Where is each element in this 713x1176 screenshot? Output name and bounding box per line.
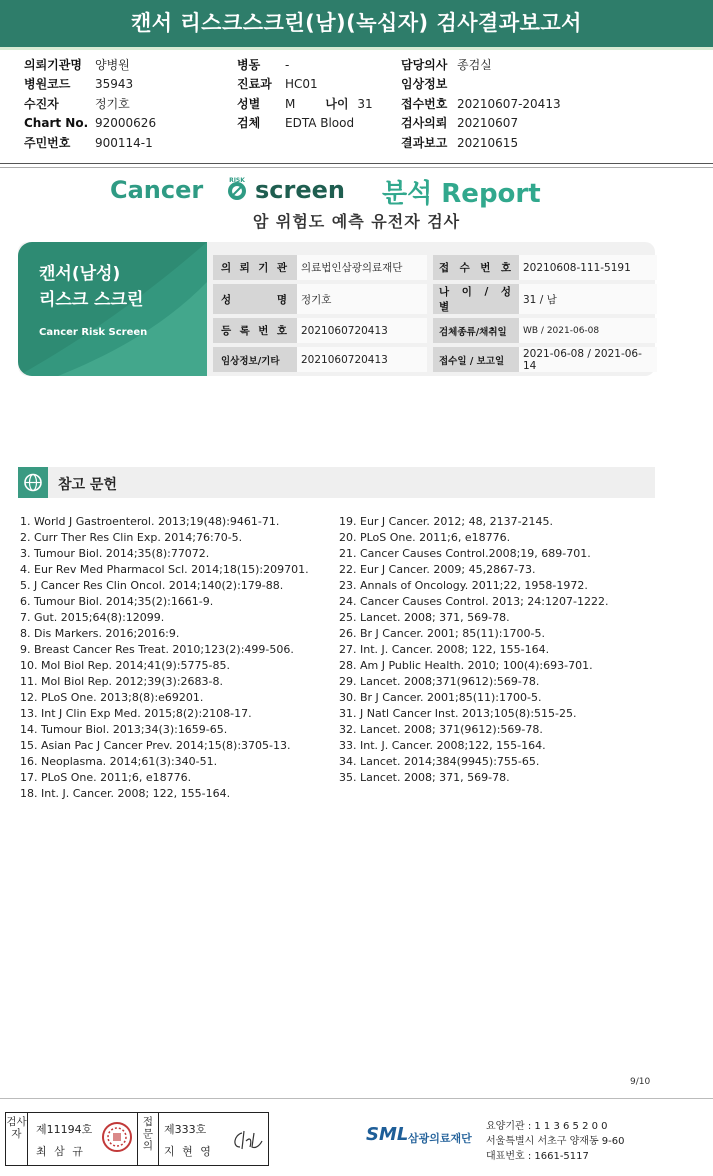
globe-icon <box>18 467 48 498</box>
patient-info-left <box>24 56 156 153</box>
reference-item: 1. World J Gastroenterol. 2013;19(48):9461-71. <box>20 515 280 528</box>
reference-item: 35. Lancet. 2008; 371, 569-78. <box>339 771 510 784</box>
info-row <box>24 75 156 94</box>
logo-screen-text: screen <box>255 176 345 204</box>
logo-risk-text: RISK <box>229 177 245 184</box>
reference-item: 13. Int J Clin Exp Med. 2015;8(2):2108-17. <box>20 707 252 720</box>
info-row <box>24 134 156 153</box>
cancer-risk-screen-logo <box>110 172 580 209</box>
reference-item: 5. J Cancer Res Clin Oncol. 2014;140(2):179-88. <box>20 579 284 592</box>
banner-subtitle: Cancer Risk Screen <box>39 327 148 338</box>
info-row <box>24 95 156 114</box>
title-bar-divider <box>0 47 713 50</box>
info-value: 20210615 <box>457 135 519 150</box>
contact-line: 대표번호 : 1661-5117 <box>486 1151 589 1162</box>
reference-item: 24. Cancer Causes Control. 2013; 24:1207-1222. <box>339 595 609 608</box>
banner-title-line1: 캔서(남성) <box>39 264 121 284</box>
table-value-cell: 정기호 <box>297 284 427 314</box>
info-row <box>237 95 373 114</box>
table-row <box>213 318 657 343</box>
references-list-left <box>20 514 309 802</box>
footer-divider <box>0 1098 713 1099</box>
table-value-cell: WB / 2021-06-08 <box>519 318 657 343</box>
report-subtitle: 암 위험도 예측 유전자 검사 <box>252 212 461 231</box>
info-label: 접수번호 <box>401 96 448 111</box>
info-value: - <box>285 58 290 72</box>
age-label: 나이 <box>325 96 349 111</box>
reference-item: 32. Lancet. 2008; 371(9612):569-78. <box>339 723 543 736</box>
approver-license-no: 제333호 <box>164 1123 207 1136</box>
table-header-cell: 검체종류/채취일 <box>433 318 519 343</box>
risk-badge-icon <box>224 176 250 202</box>
info-label: 성별 <box>237 96 261 111</box>
info-row <box>24 56 156 75</box>
reference-item: 9. Breast Cancer Res Treat. 2010;123(2):499-506. <box>20 643 294 656</box>
reference-item: 23. Annals of Oncology. 2011;22, 1958-1972. <box>339 579 588 592</box>
reference-item: 14. Tumour Biol. 2013;34(3):1659-65. <box>20 723 228 736</box>
age-value: 31 <box>357 96 373 111</box>
info-row <box>401 95 561 114</box>
references-list-right <box>339 514 608 786</box>
logo-cancer-text: Cancer <box>110 176 204 204</box>
info-value: 양병원 <box>95 58 130 72</box>
table-row <box>213 284 657 314</box>
info-value: 20210607-20413 <box>457 96 561 111</box>
reference-item: 21. Cancer Causes Control.2008;19, 689-701. <box>339 547 591 560</box>
reference-item: 30. Br J Cancer. 2001;85(11):1700-5. <box>339 691 542 704</box>
inspector-license-no: 제11194호 <box>36 1123 93 1136</box>
reference-item: 33. Int. J. Cancer. 2008;122, 155-164. <box>339 739 546 752</box>
reference-item: 4. Eur Rev Med Pharmacol Scl. 2014;18(15):209701. <box>20 563 309 576</box>
references-title: 참고 문헌 <box>58 477 117 493</box>
info-value: 35943 <box>95 77 134 92</box>
inspector-name: 최 삼 규 <box>36 1145 85 1158</box>
table-row <box>213 347 657 372</box>
contact-line: 요양기관 : 1 1 3 6 5 2 0 0 <box>486 1121 608 1132</box>
reference-item: 7. Gut. 2015;64(8):12099. <box>20 611 165 624</box>
info-label: 검사의뢰 <box>401 116 448 131</box>
table-value-cell: 2021060720413 <box>297 347 427 372</box>
reference-item: 31. J Natl Cancer Inst. 2013;105(8):515-25. <box>339 707 577 720</box>
info-label: 수진자 <box>24 96 59 111</box>
page-number: 9/10 <box>630 1077 651 1087</box>
reference-item: 6. Tumour Biol. 2014;35(2):1661-9. <box>20 595 214 608</box>
table-header-cell: 등 록 번 호 <box>213 318 297 343</box>
info-row <box>24 114 156 133</box>
info-label: 검체 <box>237 116 261 131</box>
info-label: 주민번호 <box>24 135 71 150</box>
info-row <box>237 114 373 133</box>
info-value: 20210607 <box>457 116 519 131</box>
reference-item: 17. PLoS One. 2011;6, e18776. <box>20 771 192 784</box>
reference-item: 12. PLoS One. 2013;8(8):e69201. <box>20 691 204 704</box>
info-label: 진료과 <box>237 77 272 92</box>
patient-info-right <box>401 56 561 153</box>
info-row <box>401 75 561 94</box>
table-value-cell: 2021060720413 <box>297 318 427 343</box>
info-value: HC01 <box>285 77 318 92</box>
info-label: 의뢰기관명 <box>24 58 82 72</box>
banner-title <box>39 261 143 313</box>
info-value: 900114-1 <box>95 135 153 150</box>
header-divider <box>0 163 713 164</box>
info-row <box>237 75 373 94</box>
approver-label: 접문의 <box>137 1113 159 1165</box>
info-value: 정기호 <box>95 96 130 111</box>
info-card-banner <box>18 242 207 376</box>
reference-item: 10. Mol Biol Rep. 2014;41(9):5775-85. <box>20 659 230 672</box>
info-value: 종검실 <box>457 58 492 72</box>
contact-line: 서울특별시 서초구 양재동 9-60 <box>486 1136 625 1147</box>
info-label: 결과보고 <box>401 135 448 150</box>
patient-info-mid <box>237 56 373 134</box>
reference-item: 25. Lancet. 2008; 371, 569-78. <box>339 611 510 624</box>
approver-name: 지 현 영 <box>164 1145 213 1158</box>
info-label: Chart No. <box>24 116 89 131</box>
organization-name: 삼광의료재단 <box>408 1132 472 1145</box>
signature-box <box>5 1112 269 1166</box>
info-row <box>401 134 561 153</box>
info-value: 92000626 <box>95 116 157 131</box>
reference-item: 3. Tumour Biol. 2014;35(8):77072. <box>20 547 210 560</box>
info-row <box>401 114 561 133</box>
reference-item: 18. Int. J. Cancer. 2008; 122, 155-164. <box>20 787 231 800</box>
reference-item: 16. Neoplasma. 2014;61(3):340-51. <box>20 755 218 768</box>
banner-title-line2: 리스크 스크린 <box>39 290 144 310</box>
reference-item: 15. Asian Pac J Cancer Prev. 2014;15(8):3705-13. <box>20 739 291 752</box>
reference-item: 8. Dis Markers. 2016;2016:9. <box>20 627 180 640</box>
info-label: 병동 <box>237 58 261 72</box>
reference-item: 19. Eur J Cancer. 2012; 48, 2137-2145. <box>339 515 554 528</box>
table-header-cell: 성 명 <box>213 284 297 314</box>
header-divider-thin <box>0 167 713 168</box>
info-row <box>401 56 561 75</box>
info-row <box>237 56 373 75</box>
contact-info <box>486 1119 625 1164</box>
table-header-cell: 접 수 번 호 <box>433 255 519 280</box>
logo-report-text: 분석 Report <box>382 179 541 209</box>
reference-item: 11. Mol Biol Rep. 2012;39(3):2683-8. <box>20 675 223 688</box>
table-header-cell: 접수일 / 보고일 <box>433 347 519 372</box>
table-value-cell: 2021-06-08 / 2021-06-14 <box>519 347 657 372</box>
table-value-cell: 31 / 남 <box>519 284 657 314</box>
reference-item: 28. Am J Public Health. 2010; 100(4):693-701. <box>339 659 593 672</box>
reference-item: 29. Lancet. 2008;371(9612):569-78. <box>339 675 540 688</box>
table-value-cell: 20210608-111-5191 <box>519 255 657 280</box>
reference-item: 22. Eur J Cancer. 2009; 45,2867-73. <box>339 563 536 576</box>
sml-logo-mark: SML <box>366 1124 409 1145</box>
table-header-cell: 의 뢰 기 관 <box>213 255 297 280</box>
info-label: 병원코드 <box>24 77 71 92</box>
sample-info-table <box>213 251 657 376</box>
info-label: 임상정보 <box>401 77 448 92</box>
info-value: M <box>285 96 296 111</box>
info-value: EDTA Blood <box>285 116 355 131</box>
reference-item: 20. PLoS One. 2011;6, e18776. <box>339 531 511 544</box>
reference-item: 34. Lancet. 2014;384(9945):755-65. <box>339 755 540 768</box>
table-row <box>213 255 657 280</box>
reference-item: 27. Int. J. Cancer. 2008; 122, 155-164. <box>339 643 550 656</box>
reference-item: 26. Br J Cancer. 2001; 85(11):1700-5. <box>339 627 545 640</box>
info-label: 담당의사 <box>401 58 448 72</box>
table-header-cell: 임상정보/기타 <box>213 347 297 372</box>
report-title: 캔서 리스크스크린(남)(녹십자) 검사결과보고서 <box>0 0 713 47</box>
table-header-cell: 나 이 / 성 별 <box>433 284 519 314</box>
seal-stamp-icon <box>101 1121 133 1153</box>
inspector-label: 검사자 <box>6 1113 28 1165</box>
signature-icon <box>228 1127 264 1153</box>
table-value-cell: 의료법인삼광의료재단 <box>297 255 427 280</box>
reference-item: 2. Curr Ther Res Clin Exp. 2014;76:70-5. <box>20 531 243 544</box>
